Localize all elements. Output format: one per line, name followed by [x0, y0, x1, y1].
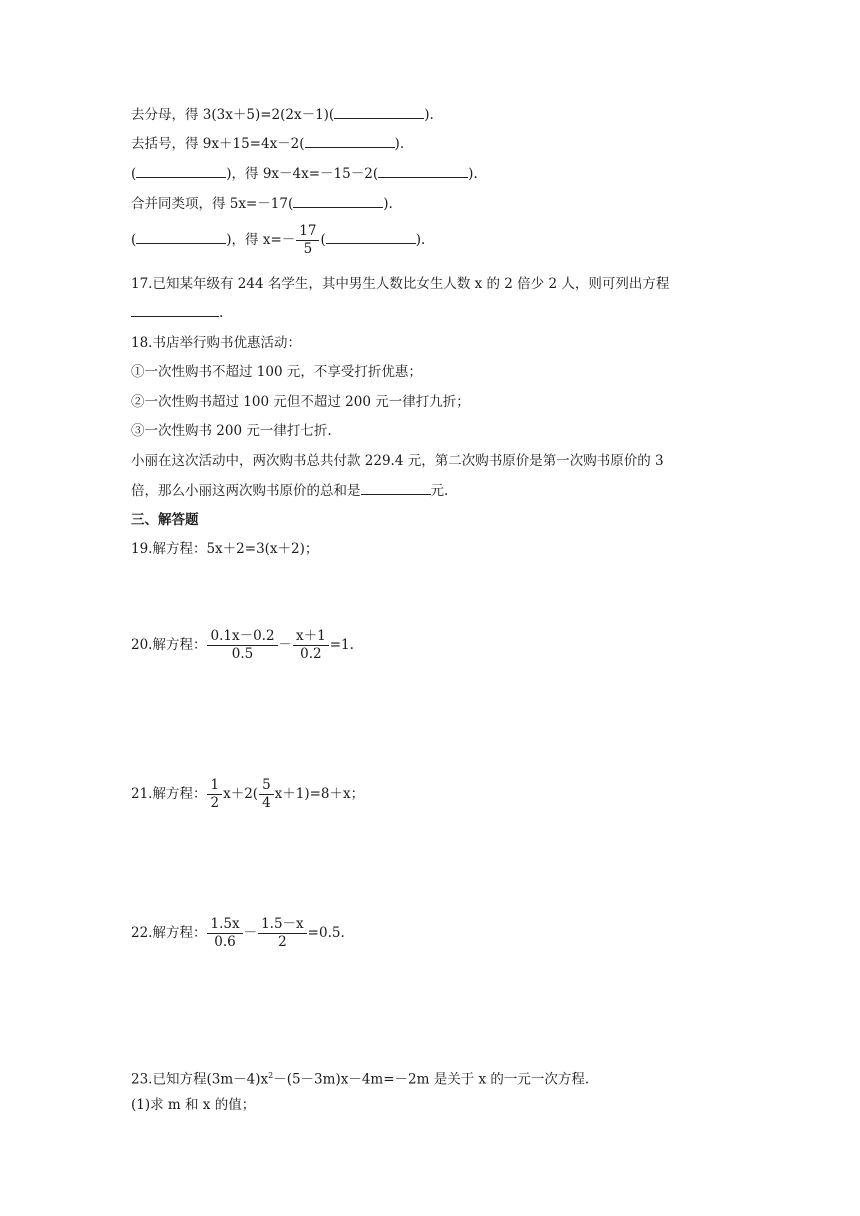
- fraction: [207, 628, 277, 663]
- q20-text: [131, 628, 354, 663]
- fraction: [296, 223, 319, 258]
- operator: －: [278, 637, 293, 653]
- q17-answer-line: [131, 302, 223, 323]
- step-text: 合并同类项，得 5x=－17(: [131, 196, 294, 212]
- denominator: 2: [278, 934, 287, 950]
- fraction: [258, 916, 307, 951]
- q20-label: 20.解方程：: [131, 637, 207, 653]
- q21-mid: x＋2(: [223, 786, 259, 802]
- answer-blank[interactable]: [334, 104, 424, 119]
- fraction: [207, 777, 222, 812]
- q17-end: .: [219, 305, 224, 321]
- fraction: [259, 777, 274, 812]
- q18-paragraph-2: [131, 480, 448, 501]
- step-text: (: [320, 232, 326, 248]
- step-text: 去括号，得 9x＋15=4x－2(: [131, 136, 305, 152]
- answer-blank[interactable]: [305, 133, 395, 148]
- exponent: 2: [268, 1071, 274, 1080]
- q16-step-4: [131, 193, 393, 214]
- q17-text: 17.已知某年级有 244 名学生，其中男生人数比女生人数 x 的 2 倍少 2 人，则可列出方程: [131, 276, 670, 292]
- q21-text: [131, 777, 364, 812]
- step-text: )，得 x=－: [226, 232, 296, 248]
- operator: －: [243, 925, 258, 941]
- q16-step-2: [131, 133, 404, 154]
- step-text: ).: [394, 136, 405, 152]
- q22-label: 22.解方程：: [131, 925, 207, 941]
- q20-rhs: =1.: [329, 637, 354, 653]
- numerator: 1: [207, 777, 222, 795]
- answer-blank[interactable]: [293, 193, 383, 208]
- q21-label: 21.解方程：: [131, 786, 207, 802]
- denominator: 5: [303, 241, 313, 257]
- numerator: x＋1: [293, 628, 329, 646]
- q19-text: 19.解方程：5x＋2=3(x＋2)；: [131, 541, 319, 557]
- step-text: ).: [424, 107, 434, 123]
- q22-text: [131, 916, 345, 951]
- numerator: 17: [296, 223, 319, 241]
- step-text: 去分母，得 3(3x＋5)=2(2x－1)(: [131, 107, 335, 123]
- q16-step-3: [131, 163, 478, 184]
- step-text: )，得 9x－4x=－15－2(: [226, 166, 379, 182]
- q16-step-1: [131, 104, 434, 125]
- numerator: 1.5－x: [258, 916, 307, 934]
- answer-blank[interactable]: [136, 163, 226, 178]
- denominator: 2: [210, 795, 220, 811]
- q23-part-1: (1)求 m 和 x 的值；: [131, 1097, 256, 1113]
- q18-text: 倍，那么小丽这两次购书原价的总和是: [131, 483, 361, 499]
- q18-rule-3: ③一次性购书 200 元一律打七折.: [131, 423, 332, 439]
- numerator: 0.1x－0.2: [207, 628, 277, 646]
- step-text: (: [131, 166, 137, 182]
- q23-text-part: 23.已知方程(3m－4)x: [131, 1071, 269, 1088]
- step-text: ).: [383, 196, 393, 212]
- section-heading: 三、解答题: [131, 512, 199, 528]
- numerator: 5: [259, 777, 274, 795]
- answer-blank[interactable]: [378, 163, 468, 178]
- q23-text: [131, 1066, 589, 1090]
- q16-step-5: [131, 223, 425, 258]
- denominator: 0.2: [300, 646, 322, 662]
- q23-text-part: －(5－3m)x－4m=－2m 是关于 x 的一元一次方程.: [273, 1071, 590, 1088]
- answer-blank[interactable]: [131, 302, 219, 317]
- q18-text: 元.: [430, 483, 449, 499]
- answer-blank[interactable]: [136, 229, 226, 244]
- denominator: 4: [262, 795, 271, 811]
- fraction: [293, 628, 329, 663]
- answer-blank[interactable]: [326, 229, 416, 244]
- denominator: 0.6: [214, 934, 236, 950]
- answer-blank[interactable]: [361, 480, 431, 495]
- q18-paragraph-1: 小丽在这次活动中，两次购书总共付款 229.4 元，第二次购书原价是第一次购书原价的 3: [131, 453, 664, 469]
- numerator: 1.5x: [207, 916, 242, 934]
- q21-rhs: x＋1)=8＋x；: [274, 786, 365, 802]
- q18-rule-2: ②一次性购书超过 100 元但不超过 200 元一律打九折；: [131, 394, 470, 410]
- q22-rhs: =0.5.: [307, 925, 345, 941]
- step-text: ).: [468, 166, 478, 182]
- step-text: (: [131, 232, 137, 248]
- denominator: 0.5: [231, 646, 254, 662]
- step-text: ).: [415, 232, 426, 248]
- fraction: [207, 916, 242, 951]
- q18-title: 18.书店举行购书优惠活动：: [131, 335, 301, 351]
- q18-rule-1: ①一次性购书不超过 100 元，不享受打折优惠；: [131, 364, 422, 380]
